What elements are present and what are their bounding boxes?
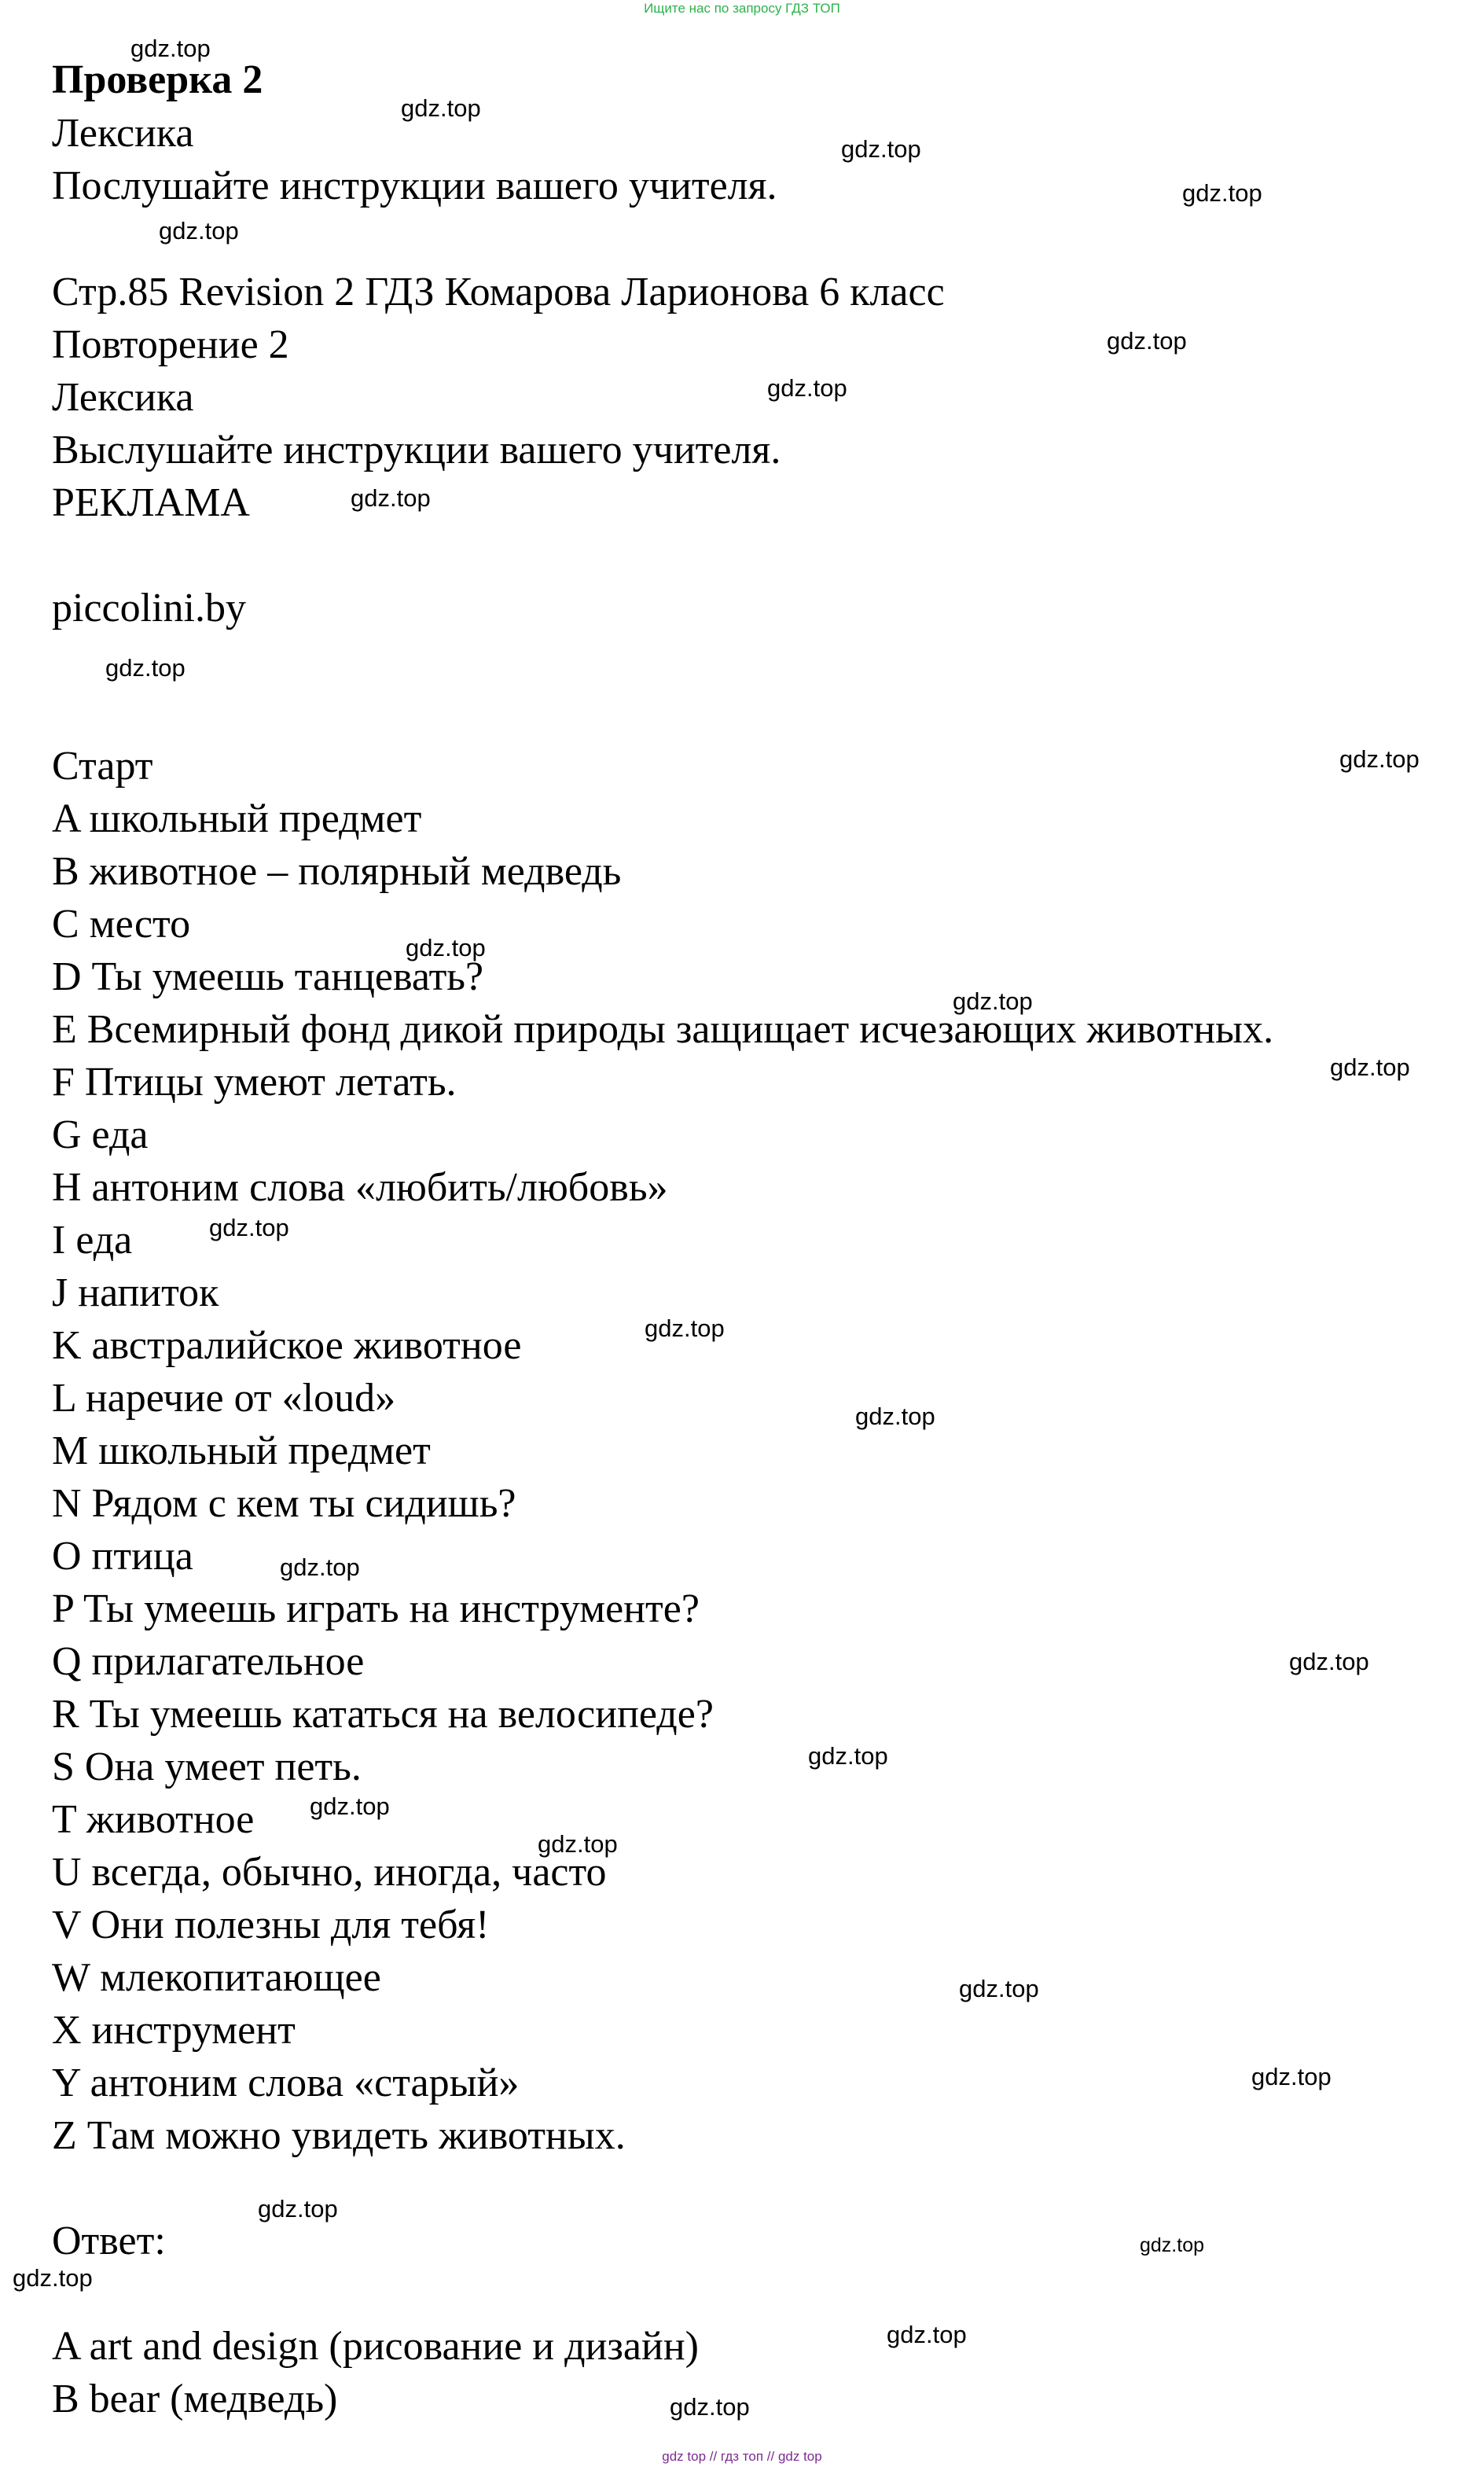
answer-label: Ответ: [52, 2219, 166, 2263]
watermark: gdz.top [1107, 327, 1187, 355]
list-item: L наречие от «loud» [52, 1376, 396, 1421]
watermark: gdz.top [959, 1975, 1039, 2002]
watermark: gdz.top [855, 1403, 935, 1430]
watermark: gdz.top [130, 35, 211, 62]
watermark: gdz.top [209, 1214, 289, 1241]
list-item: R Ты умеешь кататься на велосипеде? [52, 1692, 714, 1737]
list-item: G еда [52, 1112, 149, 1157]
text-line: Лексика [52, 111, 194, 156]
text-line: Повторение 2 [52, 322, 289, 367]
watermark: gdz.top [1182, 179, 1262, 207]
list-item: P Ты умеешь играть на инструменте? [52, 1586, 700, 1631]
text-line: Лексика [52, 375, 194, 420]
text-line: Старт [52, 744, 153, 789]
ad-label: РЕКЛАМА [52, 480, 250, 525]
list-item: W млекопитающее [52, 1955, 381, 2000]
answer-item: A art and design (рисование и дизайн) [52, 2324, 699, 2369]
list-item: J напиток [52, 1270, 219, 1315]
ad-link[interactable]: piccolini.by [52, 586, 246, 631]
watermark: gdz.top [538, 1830, 618, 1858]
answer-item: B bear (медведь) [52, 2377, 338, 2421]
watermark: gdz.top [280, 1553, 360, 1581]
text-line: Послушайте инструкции вашего учителя. [52, 164, 777, 208]
text-line: Стр.85 Revision 2 ГДЗ Комарова Ларионова 6 класс [52, 270, 945, 314]
watermark: gdz.top [841, 135, 921, 163]
watermark: gdz.top [645, 1314, 725, 1342]
watermark: gdz.top [1330, 1053, 1410, 1081]
watermark: gdz.top [406, 934, 486, 961]
list-item: U всегда, обычно, иногда, часто [52, 1850, 607, 1895]
watermark: gdz.top [887, 2321, 967, 2348]
watermark: gdz.top [808, 1742, 888, 1770]
watermark: gdz.top [953, 987, 1033, 1015]
watermark: gdz.top [1251, 2063, 1332, 2090]
list-item: F Птицы умеют летать. [52, 1060, 457, 1105]
list-item: E Всемирный фонд дикой природы защищает исчезающих животных. [52, 1007, 1274, 1052]
list-item: S Она умеет петь. [52, 1745, 362, 1789]
page-heading: Проверка 2 [52, 57, 263, 102]
list-item: D Ты умеешь танцевать? [52, 954, 484, 999]
watermark: gdz.top [13, 2264, 93, 2292]
footer-links[interactable]: gdz top // гдз топ // gdz top [662, 2449, 822, 2464]
list-item: X инструмент [52, 2008, 296, 2053]
watermark: gdz.top [258, 2195, 338, 2223]
watermark: gdz.top [1289, 1648, 1369, 1675]
list-item: O птица [52, 1534, 193, 1579]
list-item: Z Там можно увидеть животных. [52, 2113, 626, 2158]
list-item: B животное – полярный медведь [52, 849, 622, 894]
list-item: H антоним слова «любить/любовь» [52, 1165, 668, 1210]
watermark: gdz.top [105, 654, 186, 682]
text-line: Выслушайте инструкции вашего учителя. [52, 428, 781, 472]
watermark: gdz.top [1339, 745, 1420, 773]
list-item: K австралийское животное [52, 1323, 522, 1368]
watermark: gdz.top [159, 217, 239, 244]
top-banner[interactable]: Ищите нас по запросу ГДЗ ТОП [644, 1, 840, 16]
watermark: gdz.top [1140, 2234, 1205, 2256]
list-item: I еда [52, 1218, 133, 1263]
watermark: gdz.top [767, 374, 847, 402]
watermark: gdz.top [401, 94, 481, 122]
list-item: T животное [52, 1797, 255, 1842]
list-item: N Рядом с кем ты сидишь? [52, 1481, 516, 1526]
list-item: Q прилагательное [52, 1639, 365, 1684]
list-item: M школьный предмет [52, 1428, 431, 1473]
watermark: gdz.top [670, 2393, 750, 2421]
watermark: gdz.top [351, 484, 431, 512]
list-item: A школьный предмет [52, 796, 422, 841]
list-item: Y антоним слова «старый» [52, 2061, 520, 2105]
list-item: V Они полезны для тебя! [52, 1903, 490, 1947]
watermark: gdz.top [310, 1792, 390, 1820]
list-item: C место [52, 902, 191, 947]
